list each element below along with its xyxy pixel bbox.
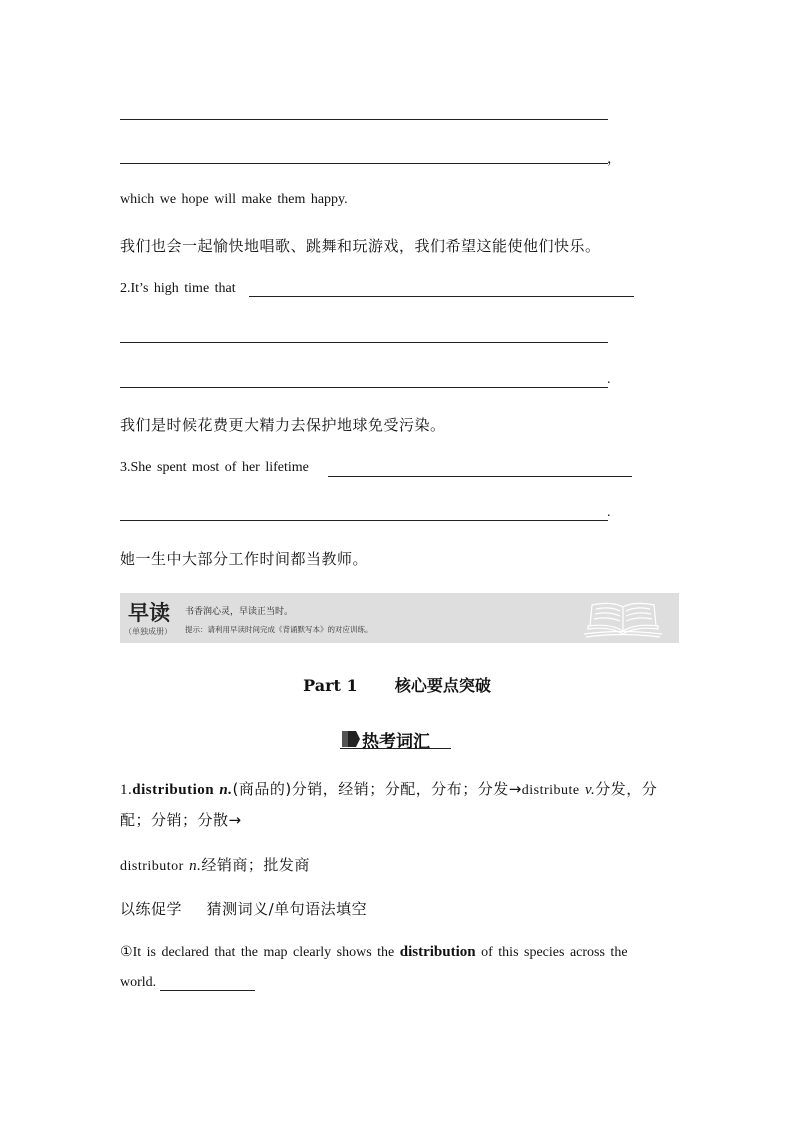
item-number: ① [120,944,133,960]
banner-subtitle: （单独成册） [124,627,172,636]
banner-slogan: 书香润心灵，早读正当时。 [185,607,294,617]
period-mark: . [607,505,611,520]
entry-number: 1. [120,782,133,798]
english-sentence-ending: which we hope will make them happy. [120,192,348,207]
vocab-entry [120,778,676,799]
comma-mark: ， [607,152,621,167]
open-book-icon [582,599,664,639]
related-word: distribute [521,783,580,798]
definition: (商品的)分销，经销；分配，分布；分发→ [232,780,522,798]
part-label: Part 1 [303,676,358,695]
answer-blank-line[interactable] [249,296,634,297]
derived-part-of-speech: n. [189,858,202,874]
chinese-translation: 我们是时候花费更大精力去保护地球免受污染。 [120,416,446,434]
period-mark: . [607,372,611,387]
answer-blank-line[interactable] [160,990,255,991]
practice-heading [120,898,367,919]
answer-blank-line[interactable] [120,387,608,388]
practice-type: 猜测词义/单句语法填空 [206,900,368,918]
answer-blank-line[interactable] [328,476,632,477]
derived-definition: 经销商；批发商 [201,856,310,874]
section-marker-icon [342,731,360,747]
part-of-speech: n. [219,782,233,798]
target-word: distribution [399,944,476,960]
answer-blank-line[interactable] [120,163,608,164]
related-definition: 分发，分 [595,780,658,798]
section-title: 热考词汇 [362,732,430,752]
definition-continued: 配；分销；分散→ [120,811,242,829]
part-title: 核心要点突破 [394,676,491,695]
chinese-translation: 她一生中大部分工作时间都当教师。 [120,550,369,568]
headword: distribution [132,782,215,798]
derived-word-line [120,854,310,875]
morning-reading-banner [120,593,679,643]
exercise-prompt: 3.She spent most of her lifetime [120,460,309,475]
banner-tip: 提示：请利用早读时间完成《背诵默写本》的对应训练。 [185,625,373,634]
section-underline [340,748,451,749]
sentence-text: of this species across the [481,945,628,960]
practice-label: 以练促学 [120,900,183,918]
banner-title: 早读 [128,600,170,625]
practice-sentence [120,944,676,961]
sentence-end: world. [120,975,157,990]
part-heading [0,673,794,696]
derived-word: distributor [120,859,184,874]
chinese-translation: 我们也会一起愉快地唱歌、跳舞和玩游戏，我们希望这能使他们快乐。 [120,237,601,255]
related-part-of-speech: v. [584,782,596,798]
answer-blank-line[interactable] [120,520,608,521]
exercise-prompt: 2.It’s high time that [120,281,236,296]
answer-blank-line[interactable] [120,342,608,343]
sentence-text: It is declared that the map clearly shows the [132,945,395,960]
answer-blank-line[interactable] [120,119,608,120]
